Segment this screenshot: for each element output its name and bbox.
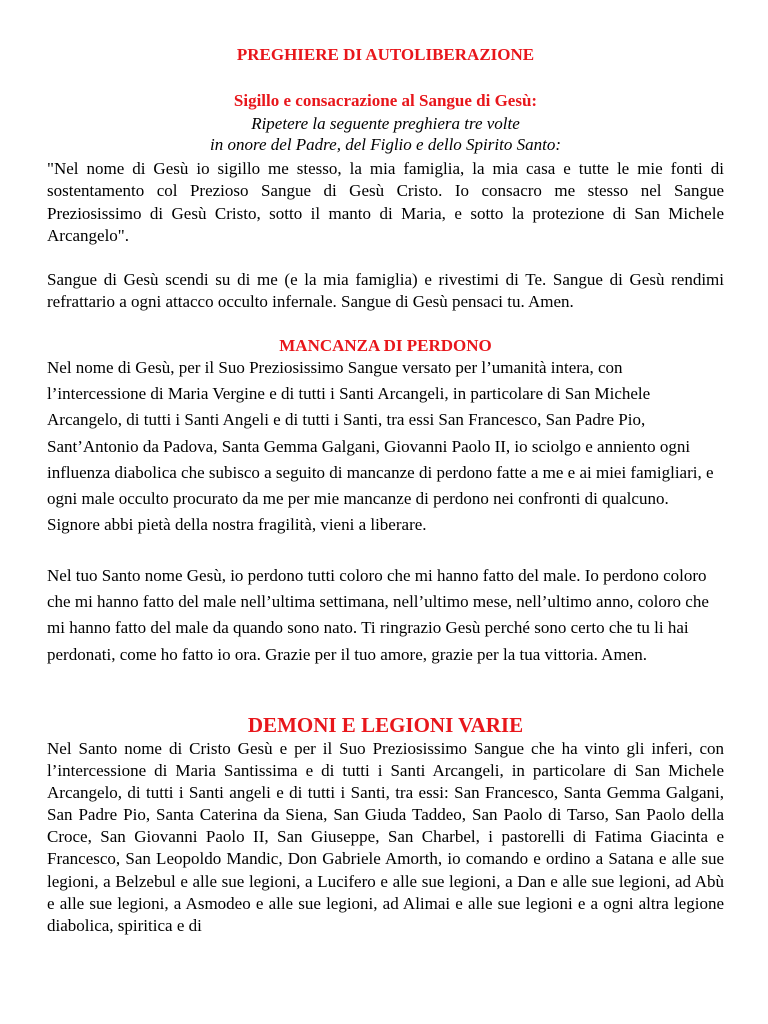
paragraph-sangue-di-gesu: Sangue di Gesù scendi su di me (e la mia famiglia) e rivestimi di Te. Sangue di Gesù rendimi refrattario a ogni attacco occulto infernale. Sangue di Gesù pensaci tu. Amen.	[47, 270, 724, 312]
document-title: PREGHIERE DI AUTOLIBERAZIONE	[236, 45, 535, 64]
instruction-line-2: in onore del Padre, del Figlio e dello Spirito Santo:	[210, 135, 561, 154]
paragraph-perdono-1: Nel nome di Gesù, per il Suo Preziosissimo Sangue versato per l’umanità intera, con l’intercessione di Maria Vergine e di tutti i Santi Arcangeli, in particolare di San Michele Arcangelo, di tutti i Santi Angeli e di tutti i Santi, tra essi San Francesco, San Padre Pio, Sant’Antonio da Padova, Santa Gemma Galgani, Giovanni Paolo II, io sciolgo e annientо ogni influenza diabolica che subisco a seguito di mancanze di perdono fatte a me e ai miei famigliari, e ogni male occulto procurato da me per mie mancanze di perdono nei confronti di qualcuno. Signore abbi pietà della nostra fragilità, vieni a liberare.	[47, 358, 714, 535]
section-heading-mancanza-di-perdono: MANCANZA DI PERDONO	[279, 336, 492, 355]
section-heading-demoni: DEMONI E LEGIONI VARIE	[247, 713, 524, 737]
paragraph-perdono-2: Nel tuo Santo nome Gesù, io perdono tutti coloro che mi hanno fatto del male. Io perdono coloro che mi hanno fatto del male nell’ultima settimana, nell’ultimo mese, nell’ultimo anno, coloro che mi hanno fatto del male da quando sono nato. Ti ringrazio Gesù perché sono certo che tu li hai perdonati, come ho fatto io ora. Grazie per il tuo amore, grazie per la tua vittoria. Amen.	[47, 566, 709, 664]
paragraph-consacrazione: "Nel nome di Gesù io sigillo me stesso, la mia famiglia, la mia casa e tutte le mie fonti di sostentamento col Prezioso Sangue di Gesù Cristo. Io consacro me stesso nel Sangue Preziosissimo di Gesù Cristo, sotto il manto di Maria, e sotto la protezione di San Michele Arcangelo".	[47, 159, 724, 245]
paragraph-demoni: Nel Santo nome di Cristo Gesù e per il Suo Preziosissimo Sangue che ha vinto gli inferi, con l’intercessione di Maria Santissima e di tutti i Santi Arcangeli, in particolare di San Michele Arcangelo, di tutti i Santi angeli e di tutti i Santi, tra essi: San Francesco, Santa Gemma Galgani, San Padre Pio, Santa Caterina da Siena, San Giuda Taddeo, San Paolo di Tarso, San Paolo della Croce, San Giovanni Paolo II, San Giuseppe, San Charbel, i pastorelli di Fatima Giacinta e Francesco, San Leopoldo Mandic, Don Gabriele Amorth, io comando e ordino a Satana e alle sue legioni, a Belzebul e alle sue legioni, a Lucifero e alle sue legioni, a Dan e alle sue legioni, ad Abù e alle sue legioni, a Asmodeo e alle sue legioni, ad Alimai e alle sue legioni e a ogni altra legione diabolica, spiritica e di	[47, 739, 724, 935]
section-heading-sigillo: Sigillo e consacrazione al Sangue di Gesù:	[233, 91, 538, 110]
instruction-line-1: Ripetere la seguente preghiera tre volte	[251, 114, 520, 133]
